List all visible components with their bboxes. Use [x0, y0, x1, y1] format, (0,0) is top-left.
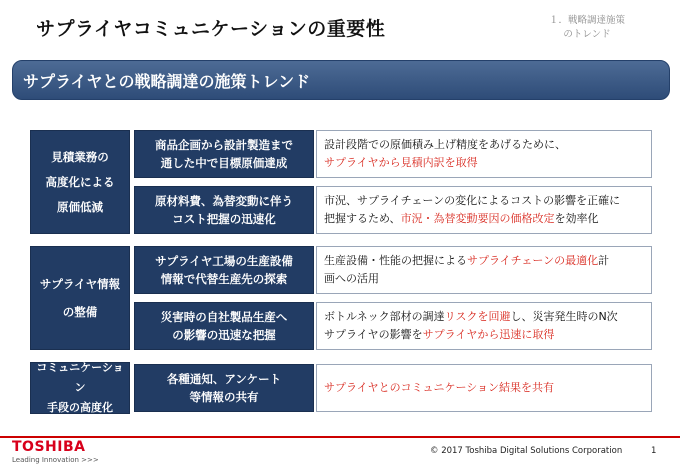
desc-text: サプライヤの影響を	[324, 328, 423, 341]
initiative-title-line: 各種通知、アンケート	[166, 372, 282, 386]
desc-text: 生産設備・性能の把握による	[324, 254, 467, 267]
section-banner	[12, 60, 670, 100]
initiative-title-line: 災害時の自社製品生産へ	[160, 310, 288, 324]
category-line: サプライヤ情報	[39, 277, 121, 291]
initiative-row	[134, 302, 652, 350]
category-estimation	[30, 130, 130, 234]
category-line: 見積業務の	[51, 149, 109, 164]
desc-text: 把握するため、	[324, 212, 401, 225]
initiative-title-line: サプライヤ工場の生産設備	[155, 254, 293, 268]
initiative-description	[316, 186, 652, 234]
initiative-title-line: 通した中で目標原価達成	[160, 156, 288, 170]
desc-text: 計	[598, 254, 610, 267]
initiative-title-line: 等情報の共有	[189, 390, 259, 404]
initiative-description	[316, 130, 652, 178]
initiative-title-line: 情報で代替生産先の探索	[160, 272, 288, 286]
initiative-title	[134, 130, 314, 178]
banner-title: サプライヤとの戦略調達の施策トレンド	[23, 72, 311, 91]
desc-highlight: サプライヤから迅速に取得	[422, 328, 555, 341]
category-communication	[30, 362, 130, 414]
desc-text: 画への活用	[324, 272, 379, 285]
desc-highlight: サプライヤから見積内訳を取得	[324, 156, 478, 169]
footer-divider	[0, 436, 680, 438]
initiative-title	[134, 364, 314, 412]
initiative-row	[134, 246, 652, 294]
initiative-title	[134, 186, 314, 234]
desc-highlight: サプライヤとのコミュニケーション結果を共有	[324, 381, 555, 394]
desc-highlight: サプライチェーンの最適化	[467, 254, 599, 267]
initiative-title-line: 原材料費、為替変動に伴う	[155, 194, 293, 208]
initiative-row	[134, 186, 652, 234]
initiative-title-line: の影響の迅速な把握	[172, 328, 276, 342]
category-line: コミュニケーション	[36, 361, 124, 394]
initiative-description	[316, 364, 652, 412]
initiative-title	[134, 302, 314, 350]
category-line: 高度化による	[45, 174, 115, 189]
category-line: 手段の高度化	[47, 401, 113, 414]
initiative-title-line: 商品企画から設計製造まで	[155, 138, 293, 152]
initiative-title	[134, 246, 314, 294]
logo-tagline: Leading Innovation >>>	[12, 456, 99, 464]
desc-text: ボトルネック部材の調達	[324, 310, 445, 323]
initiative-title-line: コスト把握の迅速化	[172, 212, 276, 226]
category-line: の整備	[62, 305, 98, 319]
initiative-description	[316, 246, 652, 294]
initiative-description	[316, 302, 652, 350]
section-number: １．戦略調達施策	[548, 15, 625, 26]
copyright-text: © 2017 Toshiba Digital Solutions Corporation	[430, 446, 623, 456]
initiative-row	[134, 364, 652, 412]
page-title: サプライヤコミュニケーションの重要性	[36, 18, 386, 40]
desc-text: 市況、サプライチェーンの変化によるコストの影響を正確に	[324, 194, 621, 207]
section-name: のトレンド	[563, 29, 611, 40]
desc-text: 設計段階での原価積み上げ精度をあげるために、	[324, 138, 566, 151]
desc-text: を効率化	[554, 212, 599, 225]
toshiba-logo: TOSHIBA	[12, 439, 86, 455]
section-tag	[532, 14, 642, 42]
desc-highlight: リスクを回避	[444, 310, 511, 323]
initiative-row	[134, 130, 652, 178]
category-line: 原価低減	[57, 199, 103, 214]
desc-text: し、災害発生時のN次	[510, 310, 618, 323]
category-supplier-info	[30, 246, 130, 350]
page-number: 1	[651, 446, 657, 456]
desc-highlight: 市況・為替変動要因の価格改定	[400, 212, 555, 225]
